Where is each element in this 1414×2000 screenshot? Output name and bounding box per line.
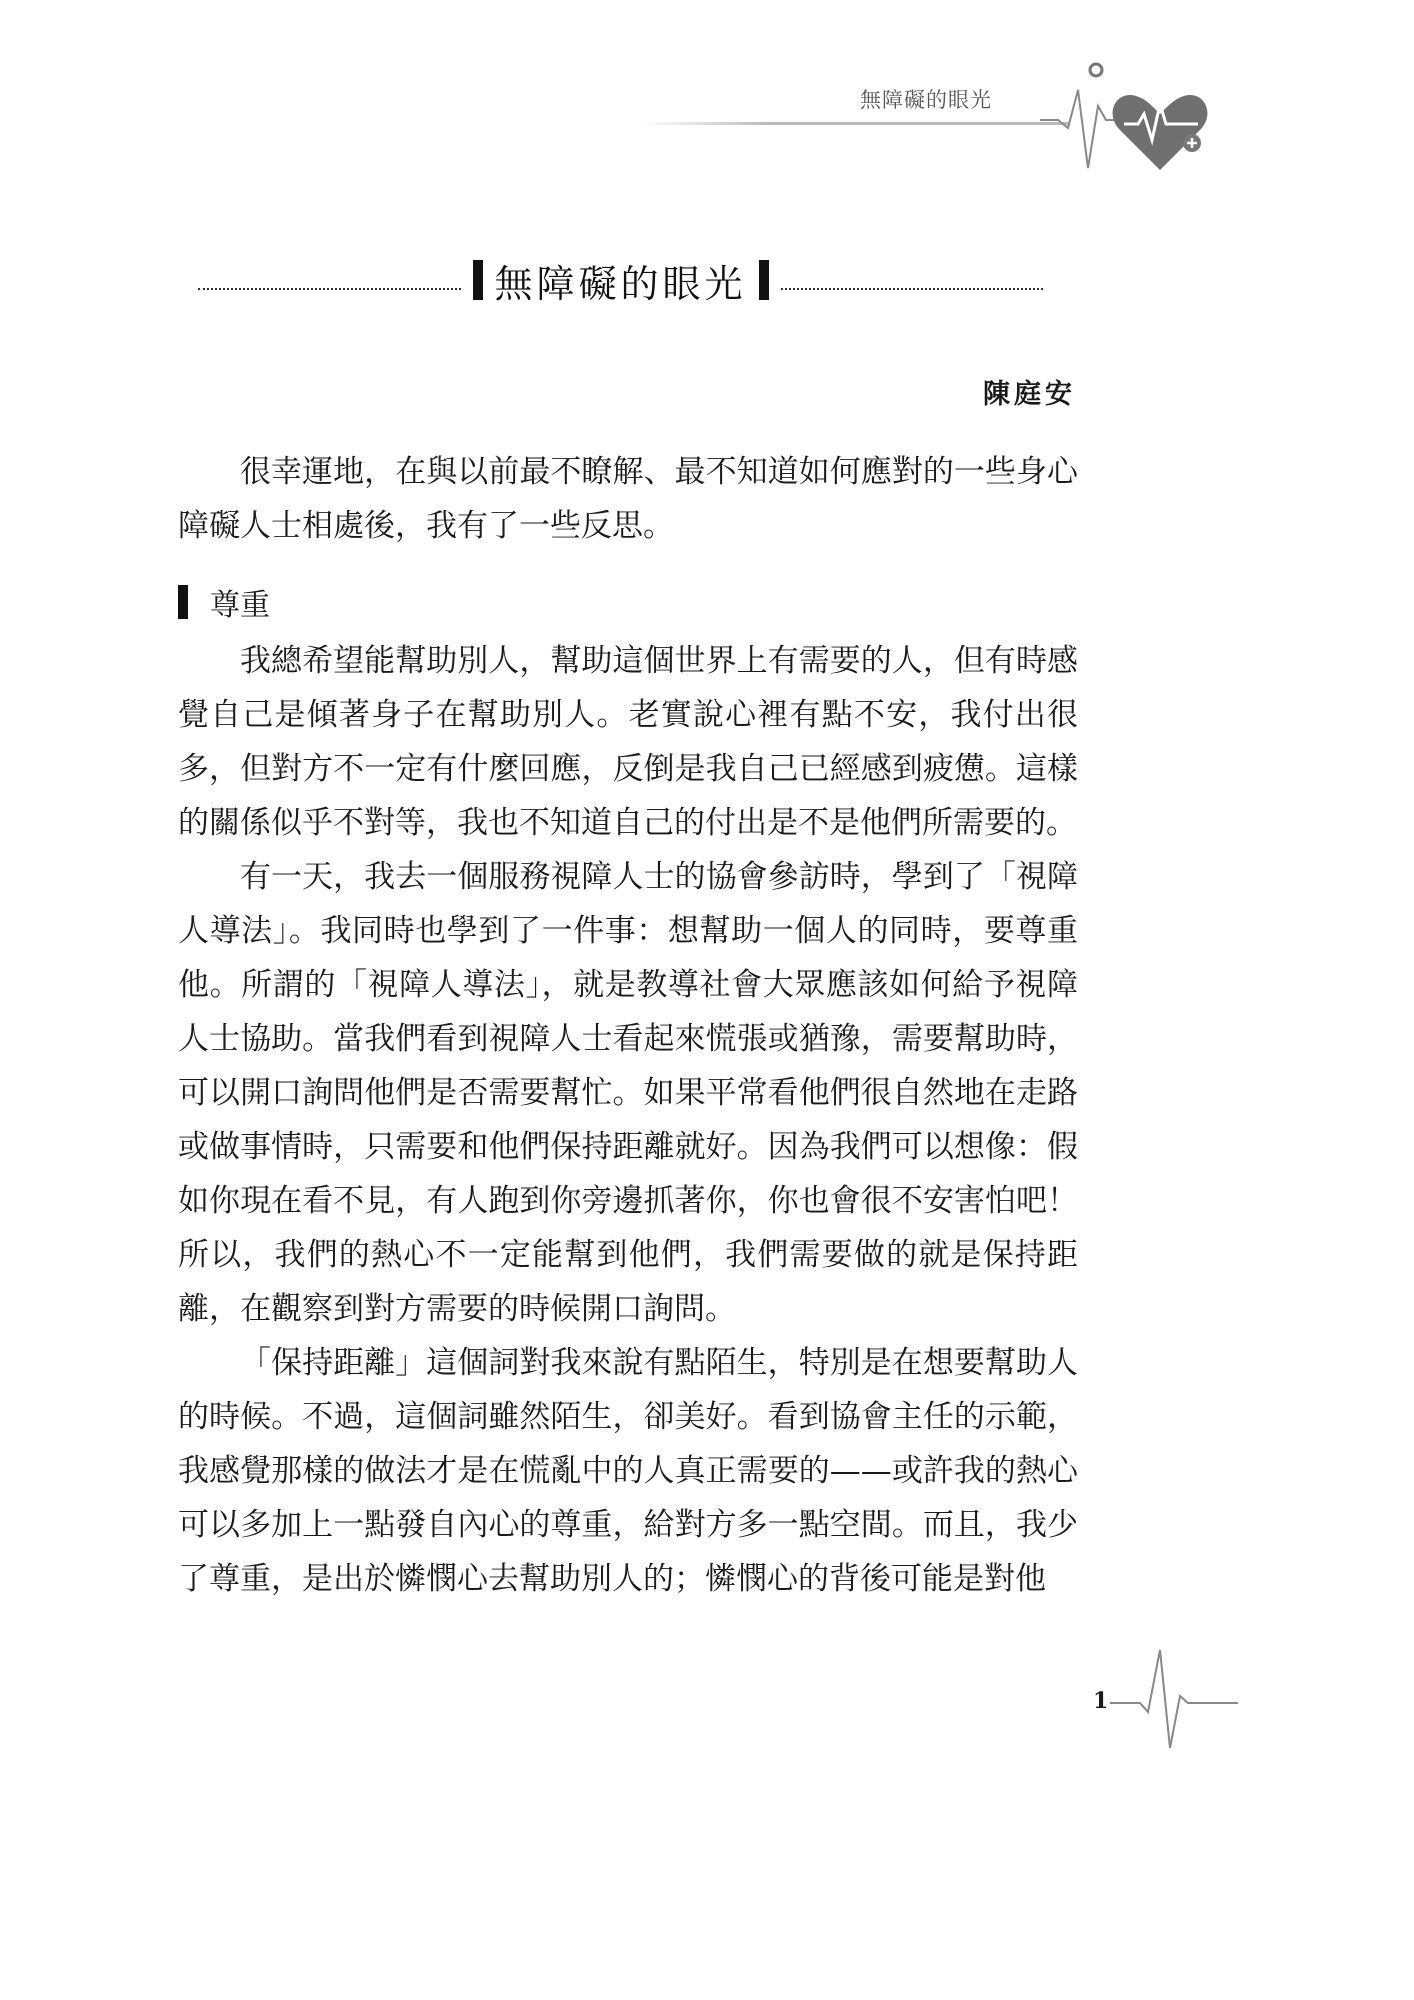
author-name: 陳庭安 <box>983 379 1076 410</box>
body-paragraph: 我總希望能幫助別人，幫助這個世界上有需要的人，但有時感覺自己是傾著身子在幫助別人。老實說心裡有點不安，我付出很多，但對方不一定有什麼回應，反倒是我自己已經感到疲憊。這樣的關係似乎不對等，我也不知道自己的付出是不是他們所需要的。 <box>178 643 1078 841</box>
title-dotted-leader-left <box>198 288 461 290</box>
pulse-line-icon <box>1110 1640 1240 1750</box>
title-dotted-leader-right <box>781 288 1044 290</box>
section-heading <box>178 580 270 624</box>
section-heading-bar <box>178 585 188 619</box>
body-paragraph: 「保持距離」這個詞對我來說有點陌生，特別是在想要幫助人的時候。不過，這個詞雖然陌生，卻美好。看到協會主任的示範，我感覺那樣的做法才是在慌亂中的人真正需要的——或許我的熱心可以多加上一點發自內心的尊重，給對方多一點空間。而且，我少了尊重，是出於憐憫心去幫助別人的；憐憫心的背後可能是對他 <box>178 1345 1078 1597</box>
running-header-title: 無障礙的眼光 <box>860 88 992 112</box>
title-bar-right <box>759 260 769 300</box>
title-bar-left <box>473 260 483 300</box>
body-paragraph: 有一天，我去一個服務視障人士的協會參訪時，學到了「視障人導法」。我同時也學到了一件事：想幫助一個人的同時，要尊重他。所謂的「視障人導法」，就是教導社會大眾應該如何給予視障人士協助。當我們看到視障人士看起來慌張或猶豫，需要幫助時，可以開口詢問他們是否需要幫忙。如果平常看他們很自然地在走路或做事情時，只需要和他們保持距離就好。因為我們可以想像：假如你現在看不見，有人跑到你旁邊抓著你，你也會很不安害怕吧！所以，我們的熱心不一定能幫到他們，我們需要做的就是保持距離，在觀察到對方需要的時候開口詢問。 <box>178 859 1078 1327</box>
page-title: 無障礙的眼光 <box>494 261 747 306</box>
section-heading-text: 尊重 <box>210 588 270 623</box>
intro-paragraph: 很幸運地，在與以前最不瞭解、最不知道如何應對的一些身心障礙人士相處後，我有了一些反思。 <box>178 454 1078 544</box>
title-banner <box>198 252 1043 308</box>
header-rule <box>640 122 1070 125</box>
heart-pulse-icon <box>1040 58 1220 178</box>
page-number: 1 <box>1093 1688 1109 1714</box>
